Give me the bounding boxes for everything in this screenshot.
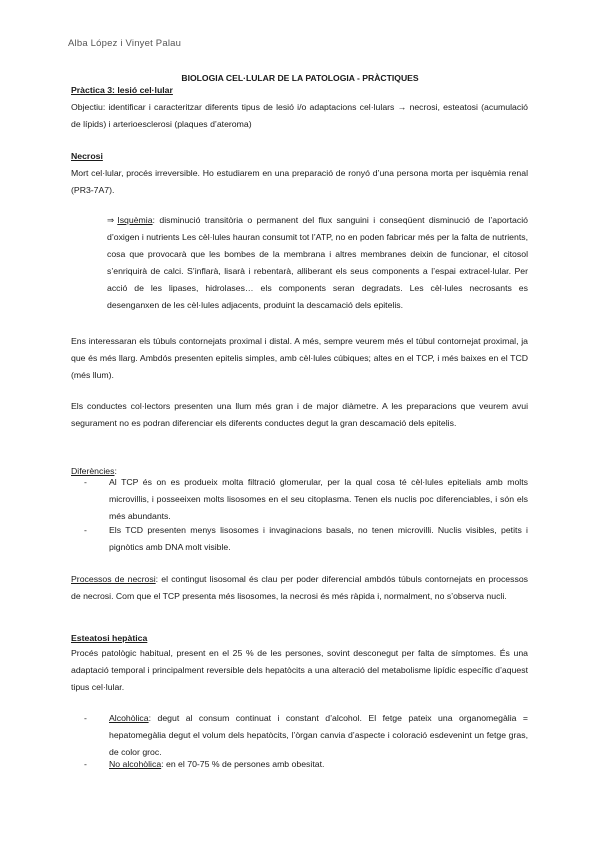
list-item-text: Al TCP és on es produeix molta filtració glomerular, per la qual cosa té cèl·lules epitelials amb molts microvillis, i posseeixen molts lisosomes en el seu citoplasma. Tenen els nuclis poc diferenciables, i són els més abundants. [109, 477, 528, 521]
necrosi-intro: Mort cel·lular, procés irreversible. Ho estudiarem en una preparació de ronyó d’una persona morta per isquèmia renal (PR3-7A7). [71, 168, 528, 195]
tubuls-paragraph: Ens interessaran els túbuls contornejats proximal i distal. A més, sempre veurem més el túbul contornejat proximal, ja que és més llarg. Ambdós presenten epitelis simples, amb cèl·lules cúbiques; altes en el TCP, i més baixes en el TCD (més llum). [71, 336, 528, 380]
esteatosi-heading: Esteatosi hepàtica [71, 633, 148, 643]
list-item-text: Els TCD presenten menys lisosomes i invaginacions basals, no tenen microvilli. Nuclis visibles, petits i pignòtics amb DNA molt visible. [109, 525, 528, 552]
dash-bullet: - [84, 713, 87, 723]
list-item-text [109, 710, 528, 761]
arrow-icon: ⇒ [107, 215, 115, 225]
esteatosi-intro: Procés patològic habitual, present en el 25 % de les persones, sovint desconegut per falta de símptomes. És una adaptació temporal i principalment reversible dels hepatòcits a una alteració del metabolisme lipídic específic d’aquest tipus cel·lular. [71, 648, 528, 692]
isquemia-paragraph [107, 212, 528, 314]
isquemia-text: : disminució transitòria o permanent del flux sanguini i conseqüent disminució de l’aportació d’oxigen i nutrients Les cèl·lules hauran consumit tot l’ATP, no en poden fabricar més per la falta de nutrients, cosa que provocarà que les bombes de la membrana i altres membranes deixin de funcionar, el citosol s’enriquirà de calci. S’inflarà, lisarà i rebentarà, alliberant els seus components a l’espai extracel·lular. Per acció de les lipases, hidrolases… els components seran degradats. Les cèl·lules necrosants es desenganxen de les cèl·lules adjacents, produint la descamació dels epitelis. [107, 215, 528, 310]
list-item-text [109, 756, 528, 773]
processos-text: : el contingut lisosomal és clau per poder diferencial ambdós túbuls contornejats en processos de necrosi. Com que el TCP presenta més lisosomes, la necrosi és més ràpida i, normalment, no s’observa nucli. [71, 574, 528, 601]
no-alcoholica-text: : en el 70-75 % de persones amb obesitat. [161, 759, 325, 769]
document-title: BIOLOGIA CEL·LULAR DE LA PATOLOGIA - PRÀCTIQUES [181, 73, 419, 83]
diferencies-colon: : [114, 466, 117, 476]
practica-heading: Pràctica 3: lesió cel·lular [71, 85, 173, 95]
dash-bullet: - [84, 477, 87, 487]
dash-bullet: - [84, 759, 87, 769]
necrosi-heading: Necrosi [71, 151, 103, 161]
conductes-paragraph: Els conductes col·lectors presenten una llum més gran i de major diàmetre. A les preparacions que veurem avui segurament no es podran diferenciar els diferents conductes degut la gran descamació dels epitelis. [71, 401, 528, 428]
processos-paragraph [71, 571, 528, 605]
objectiu-paragraph: Objectiu: identificar i caracteritzar diferents tipus de lesió i/o adaptacions cel·lulars → necrosi, esteatosi (acumulació de lípids) i arterioesclerosi (plaques d’ateroma) [71, 102, 528, 129]
processos-term: Processos de necrosi [71, 574, 156, 584]
isquemia-term: Isquèmia [117, 215, 153, 225]
alcoholica-term: Alcohòlica [109, 713, 149, 723]
no-alcoholica-term: No alcohòlica [109, 759, 162, 769]
alcoholica-text: : degut al consum continuat i constant d’alcohol. El fetge pateix una organomegàlia = hepatomegàlia degut el volum dels hepatòcits, l’òrgan canvia d’aspecte i coloració esdevenint un fetge gras, de color groc. [109, 713, 528, 757]
dash-bullet: - [84, 525, 87, 535]
author-header: Alba López i Vinyet Palau [68, 38, 182, 49]
diferencies-term: Diferències [71, 466, 115, 476]
